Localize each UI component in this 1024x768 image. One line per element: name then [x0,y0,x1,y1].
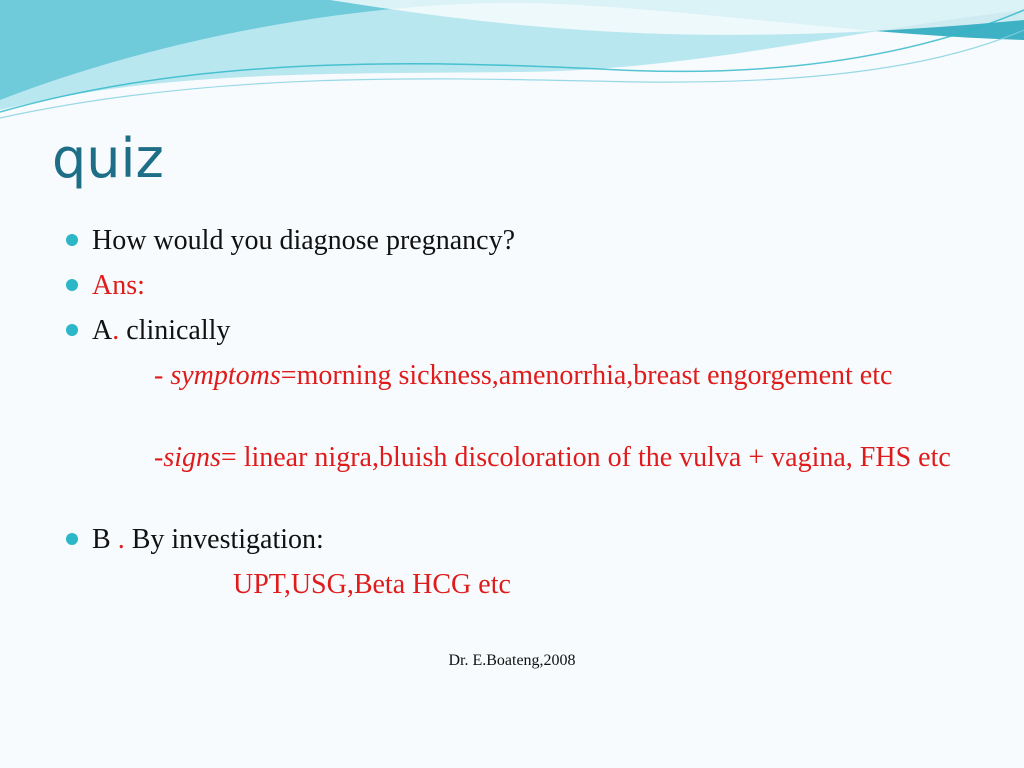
investigations-line: UPT,USG,Beta HCG etc [233,569,511,600]
signs-line [92,439,962,476]
symptoms-line [92,357,912,394]
bullet-a-clinically [92,312,230,349]
b-prefix: B [92,524,118,555]
bullet-question [92,222,515,259]
bullet-icon [66,533,78,545]
question-text: How would you diagnose pregnancy? [92,225,516,256]
symptoms-text: =morning sickness,amenorrhia,breast engorgement etc [280,360,893,391]
a-text: clinically [119,315,231,346]
ans-label: Ans: [92,270,145,301]
symptoms-dash: - [154,360,171,391]
slide-footer: Dr. E.Boateng,2008 [448,652,576,669]
bullet-icon [66,324,78,336]
bullet-icon [66,279,78,291]
bullet-ans [92,267,145,304]
signs-text: = linear nigra,bluish discoloration of the vulva + vagina, FHS etc [220,442,951,473]
slide-title: quiz [52,127,164,190]
bullet-b-investigation [92,521,324,558]
b-text: By investigation: [124,524,324,555]
a-prefix: A [92,315,113,346]
signs-dash: - [154,442,164,473]
a-dot: . [112,315,120,346]
symptoms-label: symptoms [170,360,281,391]
b-dot: . [117,524,125,555]
bullet-icon [66,234,78,246]
signs-label: signs [163,442,221,473]
header-wave-decoration [0,0,1024,130]
